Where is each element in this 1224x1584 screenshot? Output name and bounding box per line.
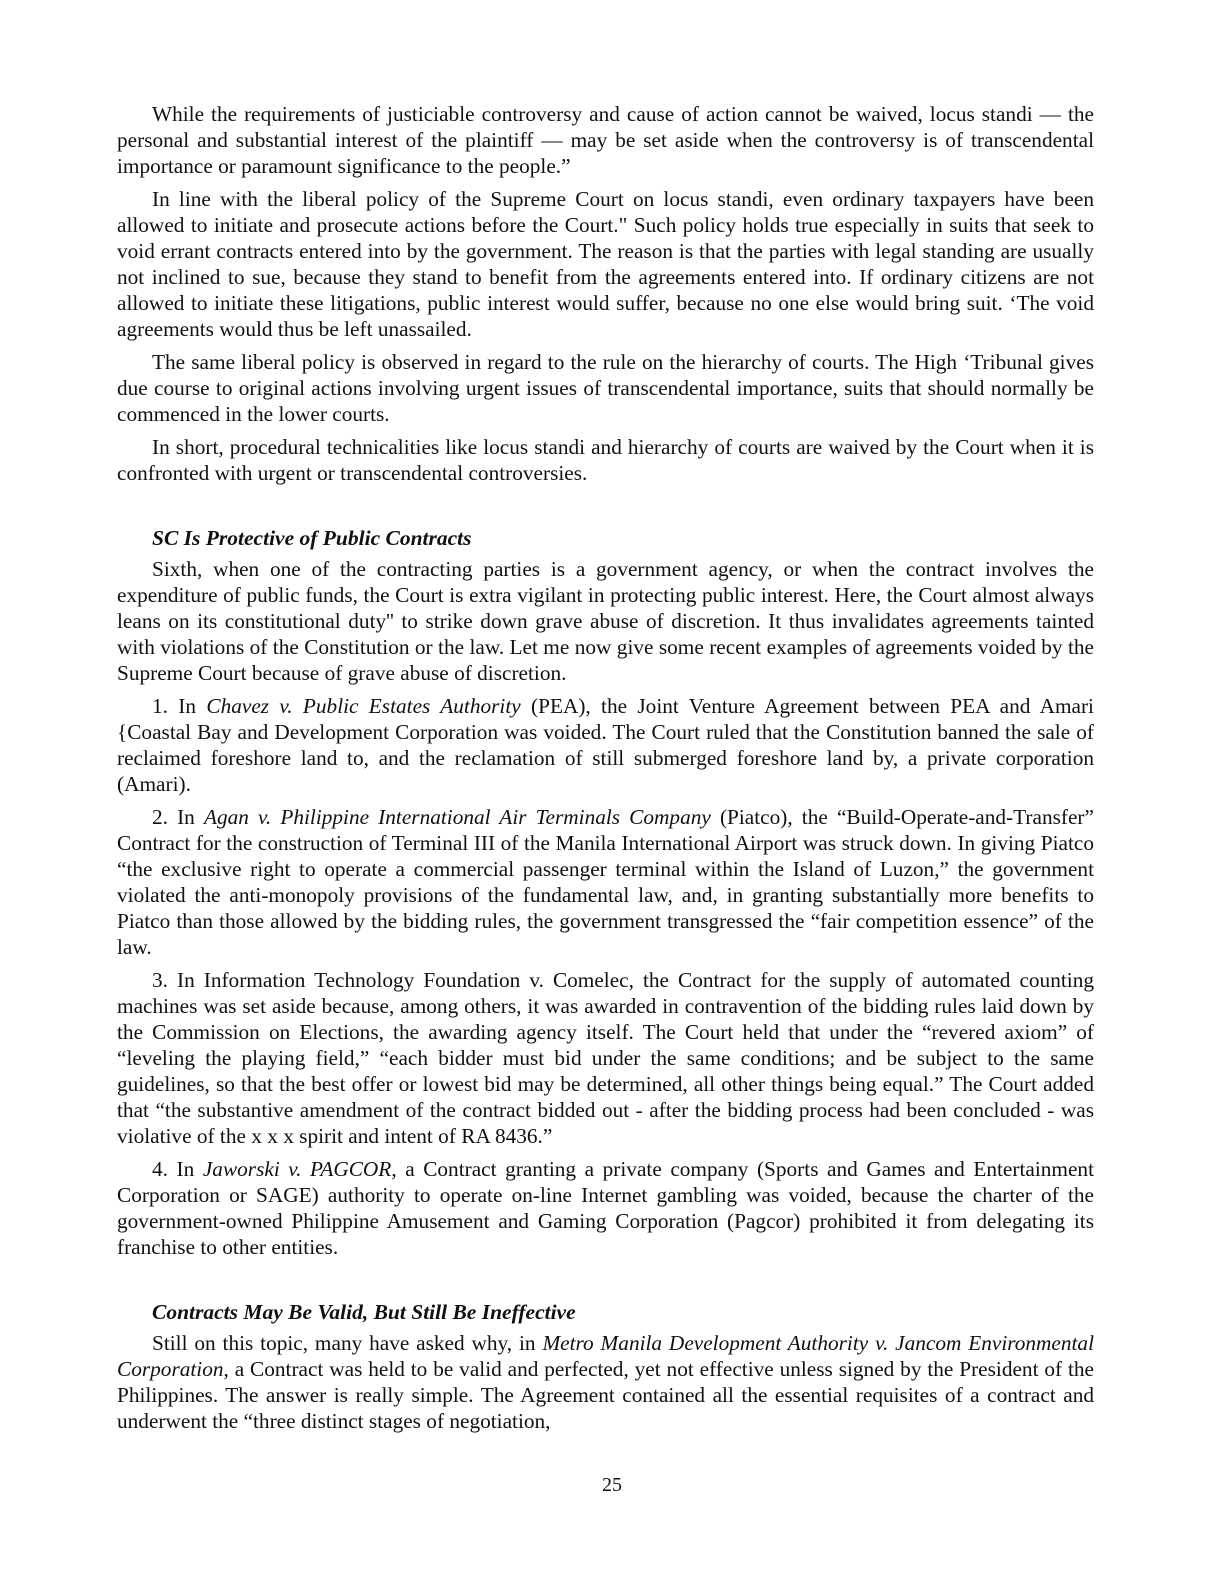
case-name: Jaworski v. PAGCOR	[202, 1157, 392, 1181]
item-text: (Piatco), the “Build-Operate-and-Transfer” Contract for the construction of Terminal III of the Manila International Airport was struck down. In giving Piatco “the exclusive right to operate a commercial passenger terminal within the Island of Luzon,” the government violated the anti-monopoly provisions of the fundamental law, and, in granting substantially more benefits to Piatco than those allowed by the bidding rules, the government transgressed the “fair competition essence” of the law.	[117, 805, 1094, 959]
paragraph-procedural-technicalities: In short, procedural technicalities like locus standi and hierarchy of courts are waived by the Court when it is confronted with urgent or transcendental controversies.	[117, 435, 1094, 485]
paragraph-sixth: Sixth, when one of the contracting parties is a government agency, or when the contract involves the expenditure of public funds, the Court is extra vigilant in protecting public interest. Here, the Court almost always leans on its constitutional duty'' to strike down grave abuse of discretion. It thus invalidates agreements tainted with violations of the Constitution or the law. Let me now give some recent examples of agreements voided by the Supreme Court because of grave abuse of discretion.	[117, 557, 1094, 685]
list-item-jaworski	[117, 1156, 1094, 1260]
document-page	[117, 101, 1094, 1441]
item-text: (PEA), the Joint Venture Agreement between PEA and Amari {Coastal Bay and Development Corporation was voided. The Court ruled that the Constitution banned the sale of reclaimed foreshore land to, and the reclamation of still submerged foreshore land by, a private corporation (Amari).	[117, 694, 1094, 796]
page-number: 25	[602, 1474, 622, 1496]
case-name: Metro Manila Development Authority v. Jancom Environmental Corporation	[117, 1331, 1094, 1381]
list-item-agan	[117, 804, 1094, 960]
list-item-information-technology: 3. In Information Technology Foundation v. Comelec, the Contract for the supply of automated counting machines was set aside because, among others, it was awarded in contravention of the bidding rules laid down by the Commission on Elections, the awarding agency itself. The Court held that under the “revered axiom” of “leveling the playing field,” “each bidder must bid under the same conditions; and be subject to the same guidelines, so that the best offer or lowest bid may be determined, all other things being equal.” The Court added that “the substantive amendment of the contract bidded out - after the bidding process had been concluded - was violative of the x x x spirit and intent of RA 8436.”	[117, 968, 1094, 1148]
paragraph-text: , a Contract was held to be valid and perfected, yet not effective unless signed by the President of the Philippines. The answer is really simple. The Agreement contained all the essential requisites of a contract and underwent the “three distinct stages of negotiation,	[117, 1357, 1094, 1433]
item-text: 4. In	[152, 1157, 203, 1181]
paragraph-hierarchy-of-courts: The same liberal policy is observed in regard to the rule on the hierarchy of courts. The High ‘Tribunal gives due course to original actions involving urgent issues of transcendental importance, suits that should normally be commenced in the lower courts.	[117, 350, 1094, 426]
section-heading-public-contracts: SC Is Protective of Public Contracts	[152, 526, 472, 550]
case-name: Chavez v. Public Estates Authority	[206, 694, 521, 718]
section-heading-valid-ineffective: Contracts May Be Valid, But Still Be Ineffective	[152, 1300, 576, 1324]
paragraph-liberal-policy: In line with the liberal policy of the Supreme Court on locus standi, even ordinary taxpayers have been allowed to initiate and prosecute actions before the Court." Such policy holds true especially in suits that seek to void errant contracts entered into by the government. The reason is that the parties with legal standing are usually not inclined to sue, because they stand to benefit from the agreements entered into. If ordinary citizens are not allowed to initiate these litigations, public interest would suffer, because no one else would bring suit. ‘The void agreements would thus be left unassailed.	[117, 187, 1094, 341]
item-text: 2. In	[152, 805, 204, 829]
paragraph-text: Still on this topic, many have asked why, in	[152, 1331, 543, 1355]
paragraph-mmda-jancom	[117, 1330, 1094, 1434]
case-name: Agan v. Philippine International Air Terminals Company	[203, 805, 711, 829]
paragraph-locus-standi: While the requirements of justiciable controversy and cause of action cannot be waived, locus standi — the personal and substantial interest of the plaintiff — may be set aside when the controversy is of transcendental importance or paramount significance to the people.”	[117, 102, 1094, 178]
item-text: , a Contract granting a private company (Sports and Games and Entertainment Corporation or SAGE) authority to operate on-line Internet gambling was voided, because the charter of the government-owned Philippine Amusement and Gaming Corporation (Pagcor) prohibited it from delegating its franchise to other entities.	[117, 1157, 1094, 1259]
list-item-chavez	[117, 693, 1094, 797]
item-text: 1. In	[152, 694, 207, 718]
